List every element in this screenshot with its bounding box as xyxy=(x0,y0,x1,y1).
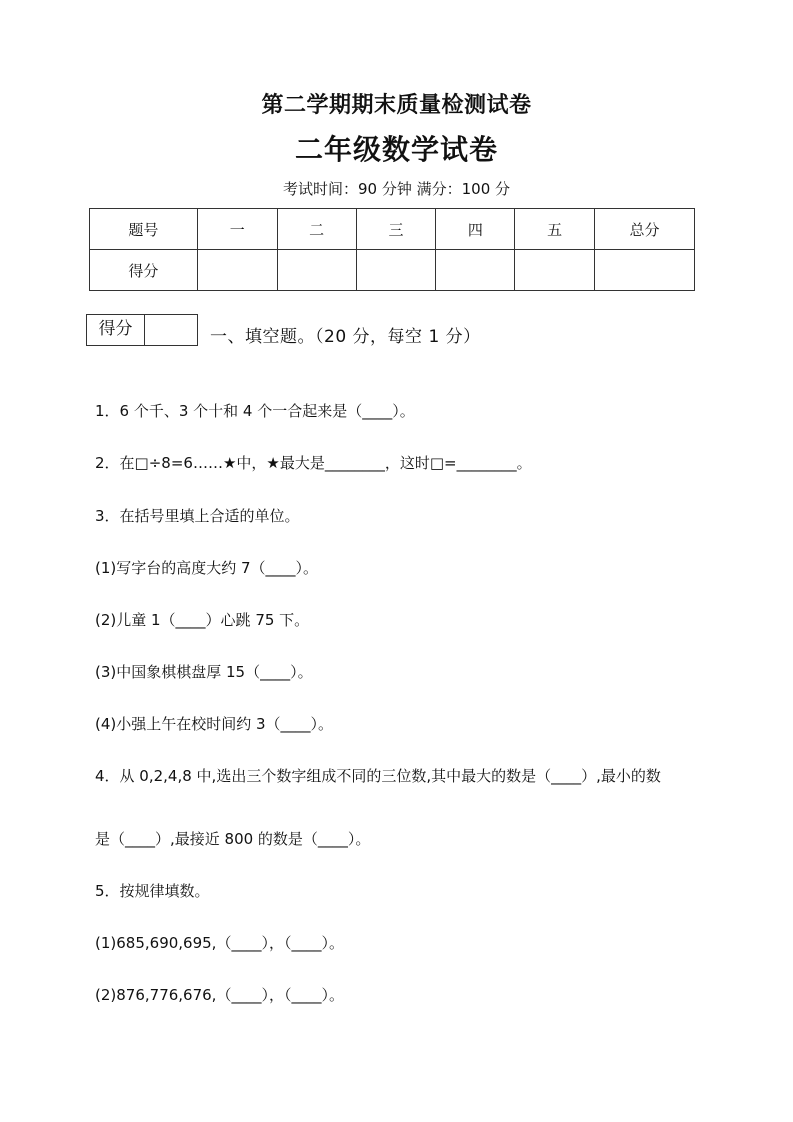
question-text: (1)685,690,695,（____），（____）。 xyxy=(95,934,344,952)
score-table-score-cell xyxy=(356,250,436,291)
question-text: (2)876,776,676,（____），（____）。 xyxy=(95,986,344,1004)
question-text: (4)小强上午在校时间约 3（____）。 xyxy=(95,715,334,733)
question-text: (2)儿童 1（____）心跳 75 下。 xyxy=(95,611,310,629)
question-text: 是（____）,最接近 800 的数是（____）。 xyxy=(95,830,371,848)
exam-subtitle: 二年级数学试卷 xyxy=(294,133,498,166)
question-text: 3．在括号里填上合适的单位。 xyxy=(95,507,300,525)
section-title: 一、填空题。（20 分，每空 1 分） xyxy=(210,327,481,347)
section-score-blank xyxy=(145,315,197,345)
score-table-score-cell xyxy=(515,250,595,291)
score-table-header-cell: 一 xyxy=(197,209,277,250)
score-table-header-cell: 四 xyxy=(436,209,515,250)
score-table-header-cell: 三 xyxy=(356,209,436,250)
score-table-header-cell: 五 xyxy=(515,209,595,250)
question-text: 1．6 个千、3 个十和 4 个一合起来是（____）。 xyxy=(95,402,415,420)
exam-info: 考试时间：90 分钟 满分：100 分 xyxy=(282,180,511,198)
score-table-header-cell: 二 xyxy=(277,209,356,250)
score-table-header-cell: 题号 xyxy=(90,209,198,250)
question-text: 4．从 0,2,4,8 中,选出三个数字组成不同的三位数,其中最大的数是（____）,最小的数 xyxy=(95,767,661,785)
question-text: 2．在□÷8=6……★中，★最大是________，这时□=________。 xyxy=(95,454,532,472)
score-table-score-label: 得分 xyxy=(90,250,198,291)
section-score-label: 得分 xyxy=(87,315,145,345)
score-table-header-cell: 总分 xyxy=(595,209,695,250)
exam-title: 第二学期期末质量检测试卷 xyxy=(261,93,532,118)
question-text: (3)中国象棋棋盘厚 15（____）。 xyxy=(95,663,313,681)
score-table-score-cell xyxy=(436,250,515,291)
score-table-score-cell xyxy=(197,250,277,291)
score-table xyxy=(89,208,695,291)
question-text: (1)写字台的高度大约 7（____）。 xyxy=(95,559,319,577)
score-table-header-row xyxy=(90,209,695,250)
score-table-score-row xyxy=(90,250,695,291)
section-score-box xyxy=(86,314,198,346)
score-table-score-cell xyxy=(277,250,356,291)
score-table-score-cell xyxy=(595,250,695,291)
question-text: 5．按规律填数。 xyxy=(95,882,210,900)
